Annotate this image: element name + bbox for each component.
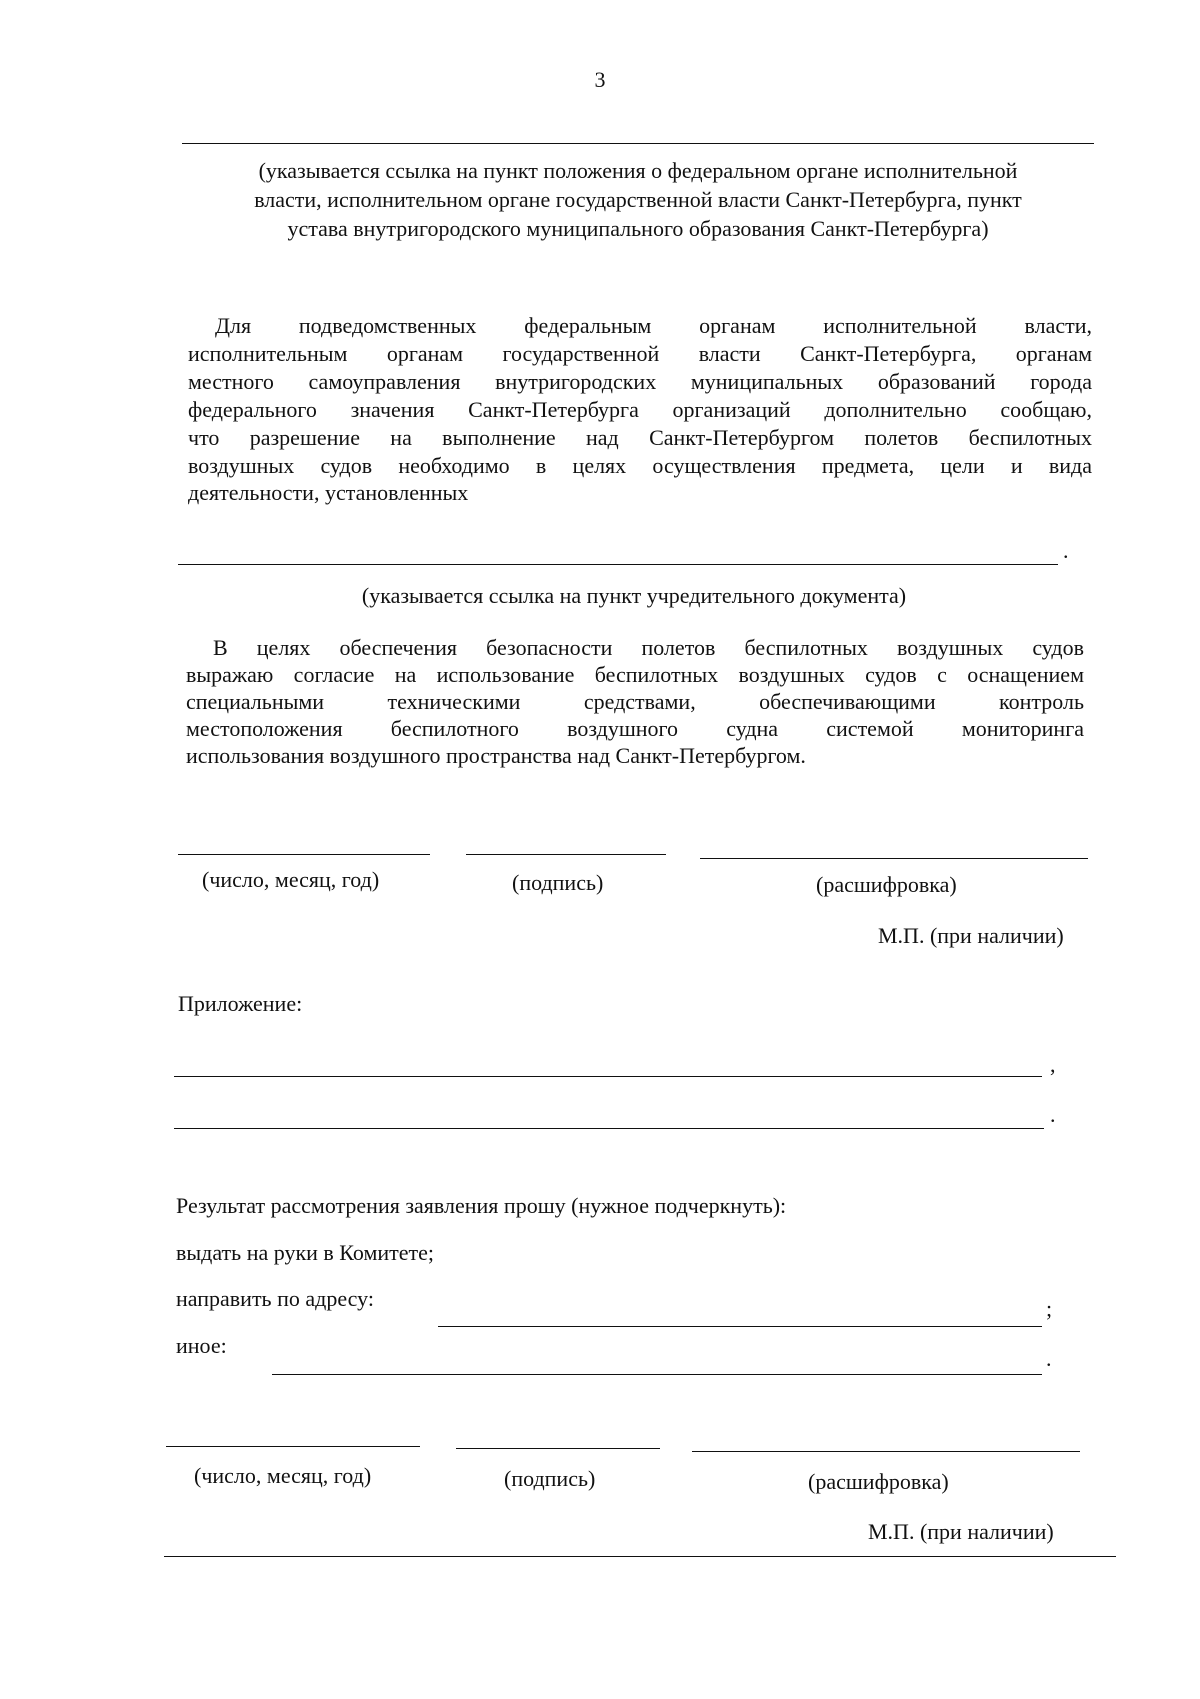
- paragraph1-line-1: Для подведомственных федеральным органам исполнительной власти,: [215, 313, 1092, 338]
- result-option-in-person[interactable]: выдать на руки в Комитете;: [176, 1240, 435, 1265]
- attachment-label: Приложение:: [178, 991, 303, 1016]
- paragraph1-line-2: исполнительным органам государственной власти Санкт-Петербурга, органам: [188, 341, 1092, 366]
- signature1-decode-label: (расшифровка): [816, 872, 957, 897]
- constituent-doc-note: (указывается ссылка на пункт учредительного документа): [361, 583, 907, 608]
- signature1-date-line[interactable]: [178, 854, 430, 855]
- paragraph1-line-4: федерального значения Санкт-Петербурга организаций дополнительно сообщаю,: [188, 397, 1092, 422]
- reference-note-line-2: власти, исполнительном органе государственной власти Санкт-Петербурга, пункт: [254, 187, 1022, 212]
- paragraph2-line-4: местоположения беспилотного воздушного судна системой мониторинга: [186, 716, 1084, 741]
- address-input-line[interactable]: [438, 1326, 1042, 1327]
- signature1-sign-label: (подпись): [512, 870, 604, 895]
- signature1-sign-line[interactable]: [466, 854, 666, 855]
- signature1-date-label: (число, месяц, год): [202, 867, 380, 892]
- signature2-date-line[interactable]: [166, 1446, 420, 1447]
- signature2-sign-label: (подпись): [504, 1466, 596, 1491]
- paragraph1-line-3: местного самоуправления внутригородских муниципальных образований города: [188, 369, 1092, 394]
- attachment-mark-1: ,: [1050, 1052, 1056, 1077]
- attachment-line-2[interactable]: [174, 1128, 1044, 1129]
- paragraph1-line-7: деятельности, установленных: [188, 480, 469, 505]
- constituent-doc-input-line[interactable]: [178, 564, 1058, 565]
- result-heading: Результат рассмотрения заявления прошу (нужное подчеркнуть):: [176, 1193, 787, 1218]
- signature2-decode-label: (расшифровка): [808, 1469, 949, 1494]
- other-input-line[interactable]: [272, 1374, 1042, 1375]
- reference-input-line[interactable]: [182, 143, 1094, 144]
- signature2-date-label: (число, месяц, год): [194, 1463, 372, 1488]
- paragraph1-line-5: что разрешение на выполнение над Санкт-Петербургом полетов беспилотных: [188, 425, 1092, 450]
- bottom-rule: [164, 1556, 1116, 1557]
- reference-note-line-3: устава внутригородского муниципального образования Санкт-Петербурга): [287, 216, 989, 241]
- constituent-doc-end-mark: .: [1063, 538, 1069, 563]
- other-end-mark: .: [1046, 1346, 1052, 1371]
- paragraph2-line-5: использования воздушного пространства над Санкт-Петербургом.: [186, 743, 806, 768]
- paragraph2-line-2: выражаю согласие на использование беспилотных воздушных судов с оснащением: [186, 662, 1084, 687]
- page-number: 3: [594, 67, 606, 92]
- attachment-line-1[interactable]: [174, 1076, 1042, 1077]
- reference-note-line-1: (указывается ссылка на пункт положения о федеральном органе исполнительной: [258, 158, 1018, 183]
- paragraph2-line-1: В целях обеспечения безопасности полетов беспилотных воздушных судов: [213, 635, 1084, 660]
- result-option-other[interactable]: иное:: [176, 1333, 227, 1358]
- attachment-mark-2: .: [1050, 1102, 1056, 1127]
- paragraph2-line-3: специальными техническими средствами, обеспечивающими контроль: [186, 689, 1084, 714]
- signature2-sign-line[interactable]: [456, 1448, 660, 1449]
- paragraph1-line-6: воздушных судов необходимо в целях осуществления предмета, цели и вида: [188, 453, 1092, 478]
- signature2-decode-line[interactable]: [692, 1451, 1080, 1452]
- address-end-mark: ;: [1046, 1296, 1053, 1321]
- signature1-decode-line[interactable]: [700, 858, 1088, 859]
- signature2-stamp-label: М.П. (при наличии): [868, 1519, 1054, 1544]
- result-option-by-address[interactable]: направить по адресу:: [176, 1286, 374, 1311]
- signature1-stamp-label: М.П. (при наличии): [878, 923, 1064, 948]
